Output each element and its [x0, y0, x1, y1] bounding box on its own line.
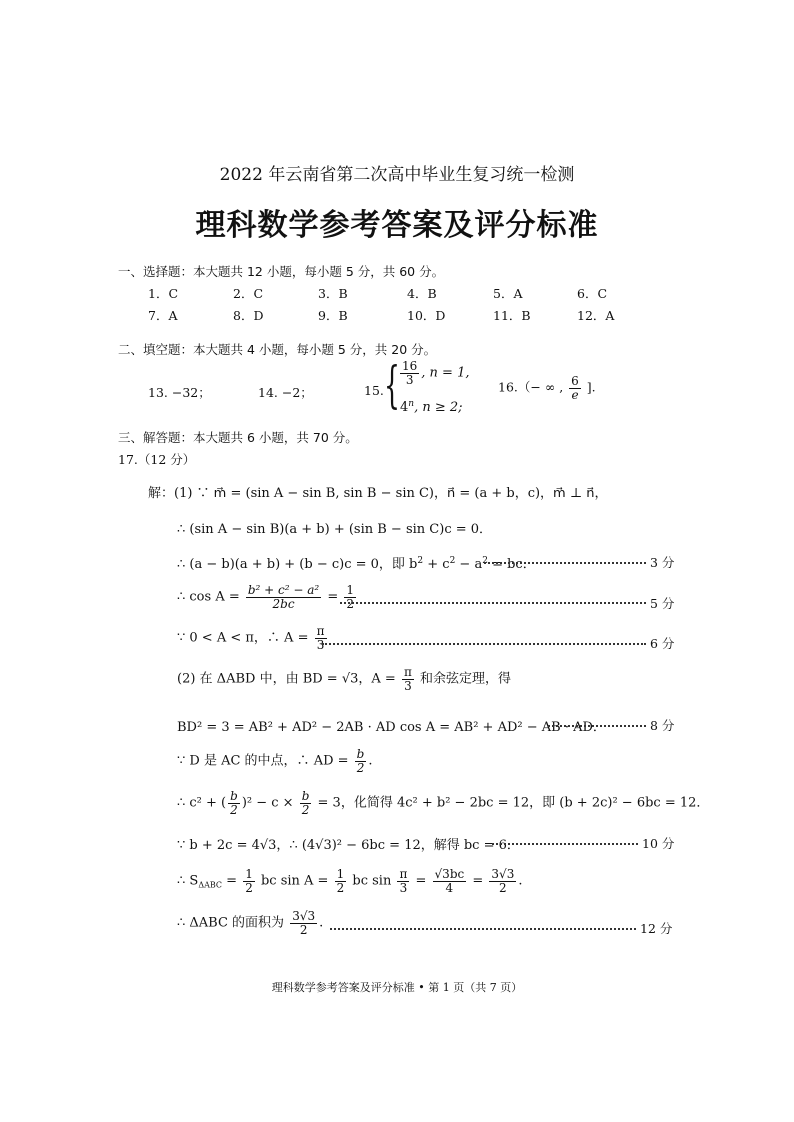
score-8: 8 分	[650, 718, 675, 733]
answer-item: 9．B	[318, 308, 348, 323]
line8-part: ∵ D 是 AC 的中点，∴ AD =	[177, 753, 349, 769]
answer-16-label: 16.（− ∞ ,	[498, 379, 564, 395]
answer-item: 6．C	[577, 286, 608, 301]
case2-condition: , n ≥ 2;	[414, 400, 463, 415]
answer-15-case2	[400, 400, 463, 415]
line11-part: =	[472, 873, 484, 889]
line6-part: 和余弦定理，得	[419, 671, 511, 687]
line9-part: = 3，化简得 4c² + b² − 2bc = 12，即 (b + 2c)² − 6bc = 12．	[317, 795, 710, 811]
answer-13: 13. −32；	[148, 385, 211, 400]
fraction-denominator: 2	[230, 802, 238, 817]
line3-part: = bc．	[487, 557, 536, 572]
answer-item: 8．D	[233, 308, 264, 323]
line3-part: − a	[455, 557, 483, 572]
fraction-numerator: b	[356, 747, 365, 761]
fraction-numerator: 1	[336, 867, 345, 881]
page-title: 理科数学参考答案及评分标准	[195, 208, 599, 243]
fraction-denominator: 3	[316, 637, 325, 652]
fraction-denominator: 3	[399, 880, 408, 895]
leader-dots	[322, 643, 646, 645]
fraction-denominator: 2	[346, 596, 355, 611]
solution-line-3: ∴ (a − b)(a + b) + (b − c)c = 0，即 $b^2 + c^2 - a^2$ = bc．	[177, 556, 536, 572]
fraction-denominator: e	[571, 387, 579, 402]
case2-base: 4	[400, 400, 409, 415]
answer-item: 10．D	[407, 308, 446, 323]
fraction-numerator: b	[301, 789, 310, 803]
fraction-numerator: π	[403, 665, 412, 679]
answer-item: 2．C	[233, 286, 264, 301]
leader-dots	[484, 562, 646, 564]
fraction-denominator: 2	[336, 880, 345, 895]
solution-line-4	[177, 584, 358, 610]
question-17-heading: 17.（12 分）	[118, 452, 196, 467]
answer-item: 3．B	[318, 286, 348, 301]
fraction-numerator: 3√3	[491, 867, 515, 881]
answer-16-end: ].	[586, 379, 596, 395]
fraction-denominator: 3	[405, 372, 414, 387]
line9-part: )² − c ×	[241, 795, 294, 811]
case2-exponent: n	[408, 399, 415, 409]
solution-line-10: ∵ b + 2c = 4√3，∴ (4√3)² − 6bc = 12，解得 bc = 6．	[177, 838, 520, 853]
leader-dots	[548, 725, 646, 727]
solution-line-1: 解：(1) ∵ m⃗ = (sin A − sin B, sin B − sin C)，n⃗ = (a + b，c)，m⃗ ⊥ n⃗，	[148, 486, 608, 501]
score-3: 3 分	[650, 555, 675, 570]
line9-part: ∴ c² + (	[177, 795, 227, 811]
solution-line-7: BD² = 3 = AB² + AD² − 2AB · AD cos A = AB² + AD² − AB · AD．	[177, 720, 606, 735]
case1-condition: , n = 1,	[421, 365, 470, 381]
score-12: 12 分	[640, 921, 673, 936]
fraction-denominator: 2	[299, 922, 308, 937]
line3-part: + c	[423, 557, 450, 572]
line11-part: =	[222, 873, 238, 889]
fraction-numerator: b² + c² − a²	[247, 583, 320, 597]
fraction-denominator: 2	[356, 760, 365, 775]
fraction-numerator: 3√3	[292, 909, 316, 923]
fraction-denominator: 2	[245, 880, 253, 895]
section-heading-solve: 三、解答题：本大题共 6 小题，共 70 分。	[118, 430, 358, 445]
line11-subscript: ΔABC	[198, 880, 223, 890]
fraction-numerator: π	[399, 867, 408, 881]
answer-item: 5．A	[493, 286, 523, 301]
fraction-numerator: 16	[402, 359, 418, 373]
line11-part: bc sin A =	[260, 873, 329, 889]
answer-14: 14. −2；	[258, 385, 313, 400]
line11-part: ∴ S	[177, 873, 199, 889]
fraction-numerator: π	[316, 624, 325, 638]
solution-line-11: ∴ $S_{\Delta ABC}$ = $\frac{1}{2}$ bc sin A = $\frac{1}{2}$ bc sin $\frac{\pi}{3}$ = $\frac{√3bc}{4}$ = $\frac{3√3}{2}$ .	[177, 867, 523, 895]
score-10: 10 分	[642, 836, 675, 851]
answer-item: 4．B	[407, 286, 437, 301]
section-heading-fill: 二、填空题：本大题共 4 小题，每小题 5 分，共 20 分。	[118, 342, 437, 357]
fraction-numerator: 1	[245, 867, 253, 881]
answer-item: 7．A	[148, 308, 178, 323]
fraction-numerator: b	[230, 789, 238, 803]
line5-part: ∵ 0 < A < π，∴ A =	[177, 630, 309, 646]
line6-part: (2) 在 ΔABD 中，由 BD = √3，A =	[177, 671, 396, 687]
exam-subtitle: 2022 年云南省第二次高中毕业生复习统一检测	[219, 165, 575, 185]
fraction-numerator: 6	[571, 374, 579, 388]
line12-part: ∴ ΔABC 的面积为	[177, 915, 285, 931]
section-heading-choice: 一、选择题：本大题共 12 小题，每小题 5 分，共 60 分。	[118, 264, 445, 279]
solution-line-12: ∴ ΔABC 的面积为 $\frac{3√3}{2}$ .	[177, 909, 324, 937]
line4-part: ∴ cos A =	[177, 589, 240, 605]
solution-line-5	[177, 625, 329, 651]
answer-item: 1．C	[148, 286, 179, 301]
fraction-denominator: 2	[499, 880, 507, 895]
answer-item: 11．B	[493, 308, 531, 323]
fraction-denominator: 2	[301, 802, 310, 817]
piecewise-brace: {	[384, 356, 400, 414]
leader-dots	[330, 928, 636, 930]
score-6: 6 分	[650, 636, 675, 651]
solution-line-2: ∴ (sin A − sin B)(a + b) + (sin B − sin C)c = 0．	[177, 522, 493, 537]
fraction-numerator: 1	[346, 583, 355, 597]
line11-part: =	[415, 873, 427, 889]
solution-line-8: ∵ D 是 AC 的中点，∴ AD = $\frac{b}{2}$ .	[177, 747, 373, 775]
solution-line-6	[177, 666, 511, 692]
solution-line-9	[177, 790, 709, 816]
line4-part: =	[327, 589, 339, 605]
fraction-denominator: 2bc	[272, 596, 295, 611]
page-footer: 理科数学参考答案及评分标准 • 第 1 页（共 7 页）	[271, 981, 523, 994]
answer-16	[498, 375, 596, 401]
answer-item: 12．A	[577, 308, 615, 323]
answer-15-label: 15.	[364, 383, 384, 398]
leader-dots	[340, 602, 646, 604]
fraction-denominator: 3	[404, 678, 412, 693]
fraction-denominator: 4	[445, 880, 454, 895]
score-5: 5 分	[650, 596, 675, 611]
leader-dots	[492, 843, 638, 845]
fraction-numerator: √3bc	[434, 867, 465, 881]
line11-part: bc sin	[352, 873, 392, 889]
answer-15-case1	[398, 360, 469, 386]
line3-part: ∴ (a − b)(a + b) + (b − c)c = 0，即 b	[177, 557, 418, 572]
